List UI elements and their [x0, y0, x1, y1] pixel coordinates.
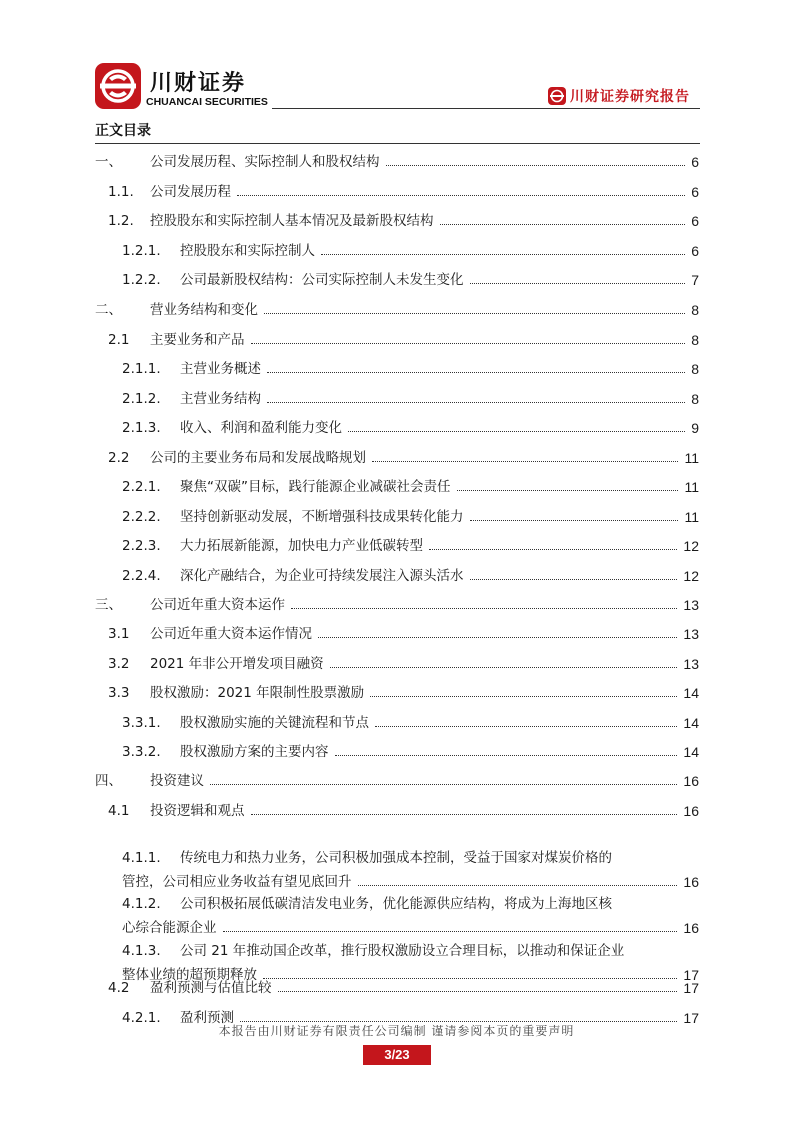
toc-entry-label: 控股股东和实际控制人 [180, 243, 315, 259]
toc-entry-page: 13 [683, 656, 699, 672]
toc-entry-label-continued: 整体业绩的超预期释放 [122, 967, 257, 983]
toc-entry-number: 二、 [95, 302, 122, 318]
toc-entry[interactable] [122, 508, 699, 526]
toc-entry[interactable] [122, 271, 699, 289]
toc-leader-dots [370, 696, 677, 697]
toc-entry-label-continued: 管控，公司相应业务收益有望见底回升 [122, 874, 352, 890]
toc-leader-dots [375, 726, 677, 727]
toc-entry-number: 1.1. [108, 184, 134, 200]
toc-leader-dots [321, 254, 685, 255]
toc-entry-page: 6 [691, 184, 699, 200]
toc-leader-dots [386, 165, 686, 166]
toc-leader-dots [223, 931, 678, 932]
toc-entry-label: 聚焦“双碳”目标，践行能源企业减碳社会责任 [180, 479, 451, 495]
header-divider [272, 108, 700, 109]
company-name-cn: 川财证券 [150, 71, 247, 96]
toc-entry-label: 大力拓展新能源，加快电力产业低碳转型 [180, 538, 423, 554]
toc-leader-dots [251, 343, 686, 344]
toc-leader-dots [267, 372, 685, 373]
toc-entry[interactable] [122, 242, 699, 260]
toc-leader-dots [264, 313, 685, 314]
toc-leader-dots [330, 667, 678, 668]
toc-entry-page: 6 [691, 154, 699, 170]
toc-entry-label: 公司发展历程、实际控制人和股权结构 [150, 154, 380, 170]
toc-entry-number: 2.1 [108, 332, 130, 348]
toc-entry[interactable] [108, 684, 699, 702]
toc-entry-label: 深化产融结合，为企业可持续发展注入源头活水 [180, 568, 464, 584]
toc-leader-dots [318, 637, 677, 638]
toc-leader-dots [429, 549, 677, 550]
toc-leader-dots [440, 224, 686, 225]
toc-entry-number: 4.2.1. [122, 1010, 161, 1026]
toc-leader-dots [470, 579, 678, 580]
toc-entry-number: 1.2.1. [122, 243, 161, 259]
toc-entry[interactable] [108, 979, 699, 997]
toc-leader-dots [358, 885, 678, 886]
toc-entry-page: 14 [683, 744, 699, 760]
toc-entry-number: 三、 [95, 597, 122, 613]
toc-entry[interactable] [122, 743, 699, 761]
toc-entry-page: 16 [683, 773, 699, 789]
toc-entry[interactable] [108, 449, 699, 467]
toc-entry-label: 盈利预测 [180, 1010, 234, 1026]
toc-entry-page: 16 [683, 803, 699, 819]
toc-entry-page: 8 [691, 332, 699, 348]
toc-entry-number: 四、 [95, 773, 122, 789]
toc-entry-label: 坚持创新驱动发展，不断增强科技成果转化能力 [180, 509, 464, 525]
toc-entry-page: 12 [683, 538, 699, 554]
toc-entry-number: 2.2.3. [122, 538, 161, 554]
toc-entry-label: 股权激励实施的关键流程和节点 [180, 715, 369, 731]
toc-entry-number: 3.3.1. [122, 715, 161, 731]
toc-entry-label: 传统电力和热力业务，公司积极加强成本控制，受益于国家对煤炭价格的 [180, 850, 612, 866]
toc-entry[interactable] [108, 625, 699, 643]
toc-leader-dots [348, 431, 685, 432]
toc-entry-page: 14 [683, 685, 699, 701]
toc-entry-label: 股权激励：2021 年限制性股票激励 [150, 685, 365, 701]
title-divider [95, 143, 700, 144]
toc-leader-dots [372, 461, 678, 462]
toc-leader-dots [291, 608, 677, 609]
toc-entry-number: 4.1.3. [122, 943, 161, 959]
toc-entry-label: 公司近年重大资本运作情况 [150, 626, 312, 642]
toc-entry-label: 营业务结构和变化 [150, 302, 258, 318]
toc-entry[interactable] [122, 390, 699, 408]
toc-entry-page: 11 [684, 479, 699, 495]
toc-entry-page: 17 [683, 967, 699, 983]
toc-leader-dots [470, 520, 679, 521]
toc-entry-number: 2.2 [108, 450, 130, 466]
toc-leader-dots [237, 195, 685, 196]
toc-entry-page: 13 [683, 626, 699, 642]
toc-entry-page: 16 [683, 874, 699, 890]
toc-entry[interactable] [122, 419, 699, 437]
toc-entry[interactable] [122, 537, 699, 555]
footer-notice: 本报告由川财证券有限责任公司编制 谨请参阅本页的重要声明 [218, 1024, 575, 1038]
toc-entry-page: 12 [683, 568, 699, 584]
toc-entry[interactable] [122, 567, 699, 585]
company-name-en: CHUANCAI SECURITIES [146, 96, 268, 108]
toc-entry-label: 盈利预测与估值比较 [150, 980, 272, 996]
toc-entry-label: 公司近年重大资本运作 [150, 597, 285, 613]
toc-leader-dots [470, 283, 686, 284]
toc-entry-number: 2.1.3. [122, 420, 161, 436]
toc-entry-number: 2.1.2. [122, 391, 161, 407]
toc-leader-dots [251, 814, 678, 815]
toc-entry-page: 14 [683, 715, 699, 731]
toc-entry-page: 16 [683, 920, 699, 936]
toc-entry-number: 3.3.2. [122, 744, 161, 760]
toc-entry-number: 4.1 [108, 803, 130, 819]
toc-entry[interactable] [108, 331, 699, 349]
toc-leader-dots [278, 991, 678, 992]
toc-entry[interactable] [122, 478, 699, 496]
page-indicator: 3/23 [363, 1045, 431, 1065]
toc-entry-page: 17 [683, 1010, 699, 1026]
toc-leader-dots [457, 490, 679, 491]
toc-entry-label: 公司的主要业务布局和发展战略规划 [150, 450, 366, 466]
toc-entry-page: 8 [691, 361, 699, 377]
toc-entry[interactable] [122, 895, 699, 937]
toc-entry-number: 4.1.2. [122, 896, 161, 912]
toc-entry-number: 3.1 [108, 626, 130, 642]
toc-entry[interactable] [95, 772, 699, 790]
toc-entry[interactable] [122, 714, 699, 732]
toc-entry-page: 13 [683, 597, 699, 613]
toc-entry[interactable] [122, 942, 699, 984]
toc-entry-label: 控股股东和实际控制人基本情况及最新股权结构 [150, 213, 434, 229]
toc-entry-page: 7 [691, 272, 699, 288]
toc-entry-label: 投资逻辑和观点 [150, 803, 245, 819]
toc-entry-number: 一、 [95, 154, 122, 170]
toc-entry[interactable] [108, 212, 699, 230]
toc-entry-number: 4.2 [108, 980, 130, 996]
toc-entry-page: 6 [691, 243, 699, 259]
chuancai-logo-icon [95, 63, 141, 109]
toc-leader-dots [267, 402, 685, 403]
toc-entry[interactable] [108, 183, 699, 201]
toc-entry-number: 1.2. [108, 213, 134, 229]
toc-entry-page: 6 [691, 213, 699, 229]
toc-entry-label-continued: 心综合能源企业 [122, 920, 217, 936]
toc-entry[interactable] [108, 655, 699, 673]
toc-entry-label: 投资建议 [150, 773, 204, 789]
toc-entry-page: 17 [683, 980, 699, 996]
toc-entry-page: 9 [691, 420, 699, 436]
toc-leader-dots [210, 784, 677, 785]
toc-entry[interactable] [95, 153, 699, 171]
toc-entry-page: 11 [684, 509, 699, 525]
toc-entry-label: 股权激励方案的主要内容 [180, 744, 329, 760]
toc-entry-number: 2.2.2. [122, 509, 161, 525]
toc-entry-label: 2021 年非公开增发项目融资 [150, 656, 324, 672]
report-tag-text: 川财证券研究报告 [570, 89, 690, 105]
toc-entry-label: 公司最新股权结构：公司实际控制人未发生变化 [180, 272, 464, 288]
toc-entry[interactable] [95, 596, 699, 614]
report-logo-icon [548, 87, 566, 105]
toc-entry-label: 主营业务结构 [180, 391, 261, 407]
toc-entry-page: 8 [691, 302, 699, 318]
toc-entry-number: 4.1.1. [122, 850, 161, 866]
toc-entry-number: 1.2.2. [122, 272, 161, 288]
report-tag [548, 86, 690, 106]
toc-entry-label: 主营业务概述 [180, 361, 261, 377]
toc-entry-number: 3.2 [108, 656, 130, 672]
page-header [0, 0, 793, 115]
toc-entry-label: 主要业务和产品 [150, 332, 245, 348]
toc-entry[interactable] [108, 802, 699, 820]
toc-entry-number: 2.1.1. [122, 361, 161, 377]
toc-entry[interactable] [122, 849, 699, 891]
toc-entry[interactable] [95, 301, 699, 319]
toc-entry-label: 公司 21 年推动国企改革，推行股权激励设立合理目标，以推动和保证企业 [180, 943, 625, 959]
toc-entry-label: 公司发展历程 [150, 184, 231, 200]
toc-entry-page: 11 [684, 450, 699, 466]
toc-title: 正文目录 [95, 123, 151, 139]
toc-entry-label: 收入、利润和盈利能力变化 [180, 420, 342, 436]
toc-entry-number: 2.2.1. [122, 479, 161, 495]
toc-entry[interactable] [122, 360, 699, 378]
toc-entry-page: 8 [691, 391, 699, 407]
toc-leader-dots [335, 755, 678, 756]
toc-entry-number: 2.2.4. [122, 568, 161, 584]
toc-entry-label: 公司积极拓展低碳清洁发电业务，优化能源供应结构，将成为上海地区核 [180, 896, 612, 912]
toc-entry-number: 3.3 [108, 685, 130, 701]
